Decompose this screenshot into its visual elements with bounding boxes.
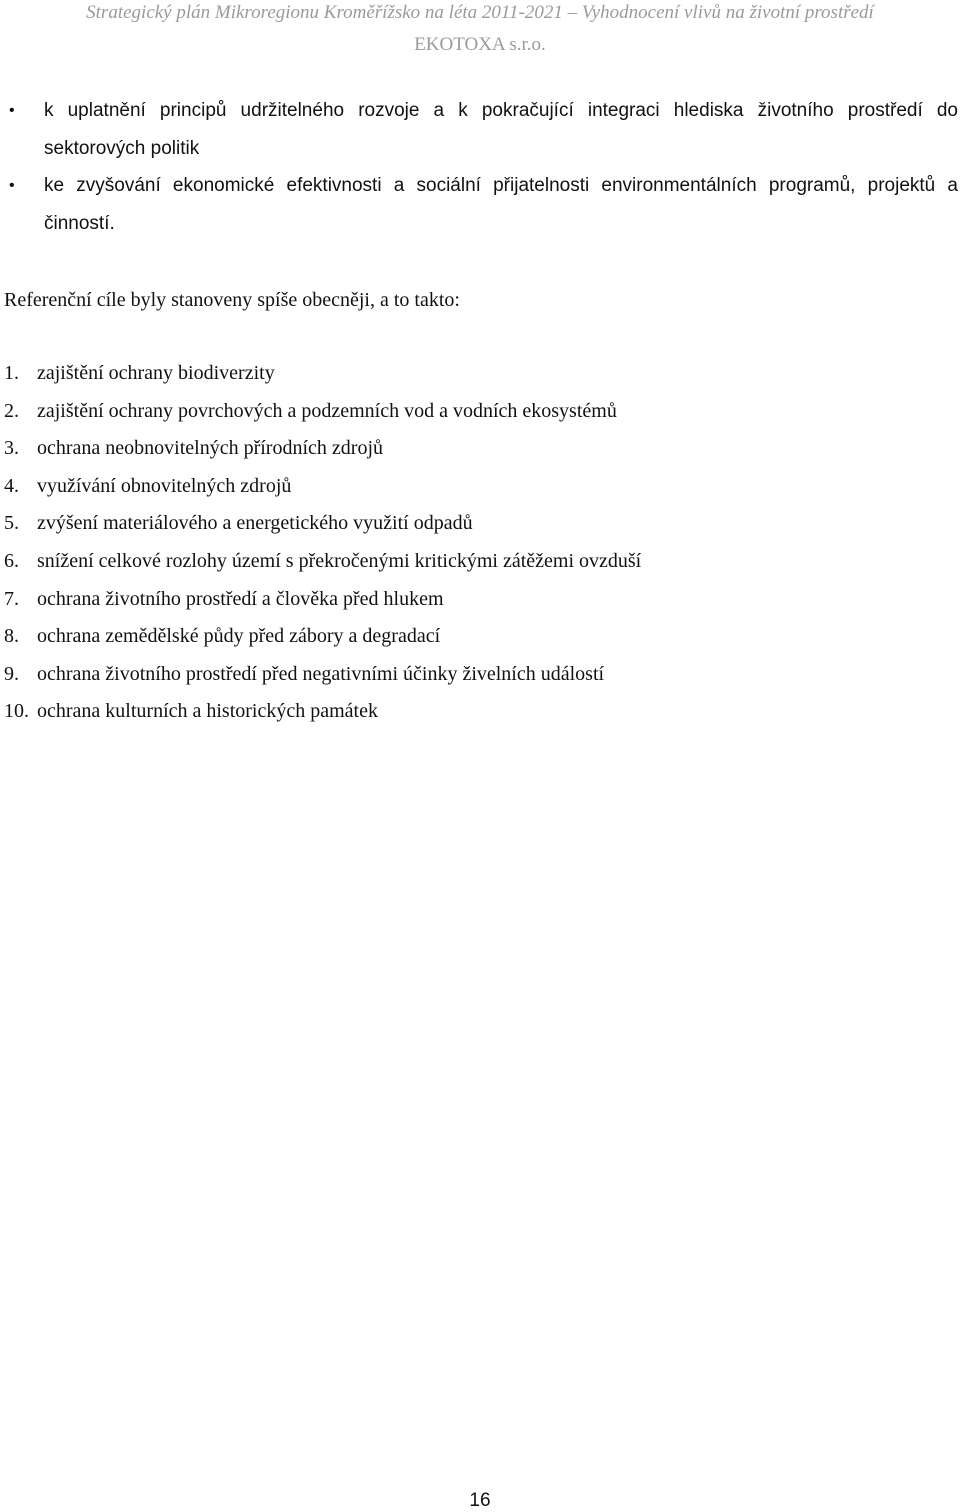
bullet-marker: • xyxy=(9,177,15,194)
bullet-text: k uplatnění principů udržitelného rozvoje a k pokračující integraci hlediska životního prostředí do sektorových politik xyxy=(44,100,958,159)
goal-item xyxy=(0,581,641,619)
goal-text: zajištění ochrany biodiverzity xyxy=(37,362,275,384)
goal-item xyxy=(0,393,641,431)
bullet-marker: • xyxy=(9,102,15,119)
intro-paragraph: Referenční cíle byly stanoveny spíše obecněji, a to takto: xyxy=(4,289,460,311)
reference-goals-list xyxy=(0,355,641,731)
goal-text: snížení celkové rozlohy území s překročenými kritickými zátěžemi ovzduší xyxy=(37,549,642,572)
goal-text: ochrana kulturních a historických památek xyxy=(37,700,378,723)
goal-item xyxy=(0,693,641,731)
goal-text: zvýšení materiálového a energetického využití odpadů xyxy=(37,512,473,535)
goal-number: 8. xyxy=(4,625,19,648)
page-number: 16 xyxy=(469,1490,491,1511)
goal-text: ochrana zemědělské půdy před zábory a degradací xyxy=(37,625,441,648)
goal-item xyxy=(0,618,641,656)
goal-item xyxy=(0,505,641,543)
goal-text: ochrana životního prostředí a člověka před hlukem xyxy=(37,587,444,610)
goal-number: 9. xyxy=(4,662,19,685)
bullet-item xyxy=(0,167,960,242)
goal-text: zajištění ochrany povrchových a podzemních vod a vodních ekosystémů xyxy=(37,399,617,422)
goal-text: ochrana životního prostředí před negativními účinky živelních událostí xyxy=(37,662,605,685)
header-company: EKOTOXA s.r.o. xyxy=(414,34,546,55)
bullet-text: ke zvyšování ekonomické efektivnosti a sociální přijatelnosti environmentálních programů, projektů a činností. xyxy=(44,175,958,234)
goal-number: 2. xyxy=(4,399,19,422)
header-title: Strategický plán Mikroregionu Kroměřížsko na léta 2011-2021 – Vyhodnocení vlivů na životní prostředí xyxy=(86,2,874,23)
goal-number: 5. xyxy=(4,512,19,535)
goal-text: ochrana neobnovitelných přírodních zdrojů xyxy=(37,437,383,460)
bullet-list xyxy=(0,92,960,242)
goal-number: 10. xyxy=(4,700,29,723)
goal-number: 1. xyxy=(4,362,19,384)
bullet-item xyxy=(0,92,960,167)
goal-item xyxy=(0,468,641,506)
goal-item xyxy=(0,430,641,468)
goal-text: využívání obnovitelných zdrojů xyxy=(37,474,292,497)
goal-number: 7. xyxy=(4,587,19,610)
goal-item xyxy=(0,543,641,581)
goal-number: 3. xyxy=(4,437,19,460)
goal-item xyxy=(0,355,641,393)
goal-number: 4. xyxy=(4,474,19,497)
goal-item xyxy=(0,656,641,694)
goal-number: 6. xyxy=(4,549,19,572)
